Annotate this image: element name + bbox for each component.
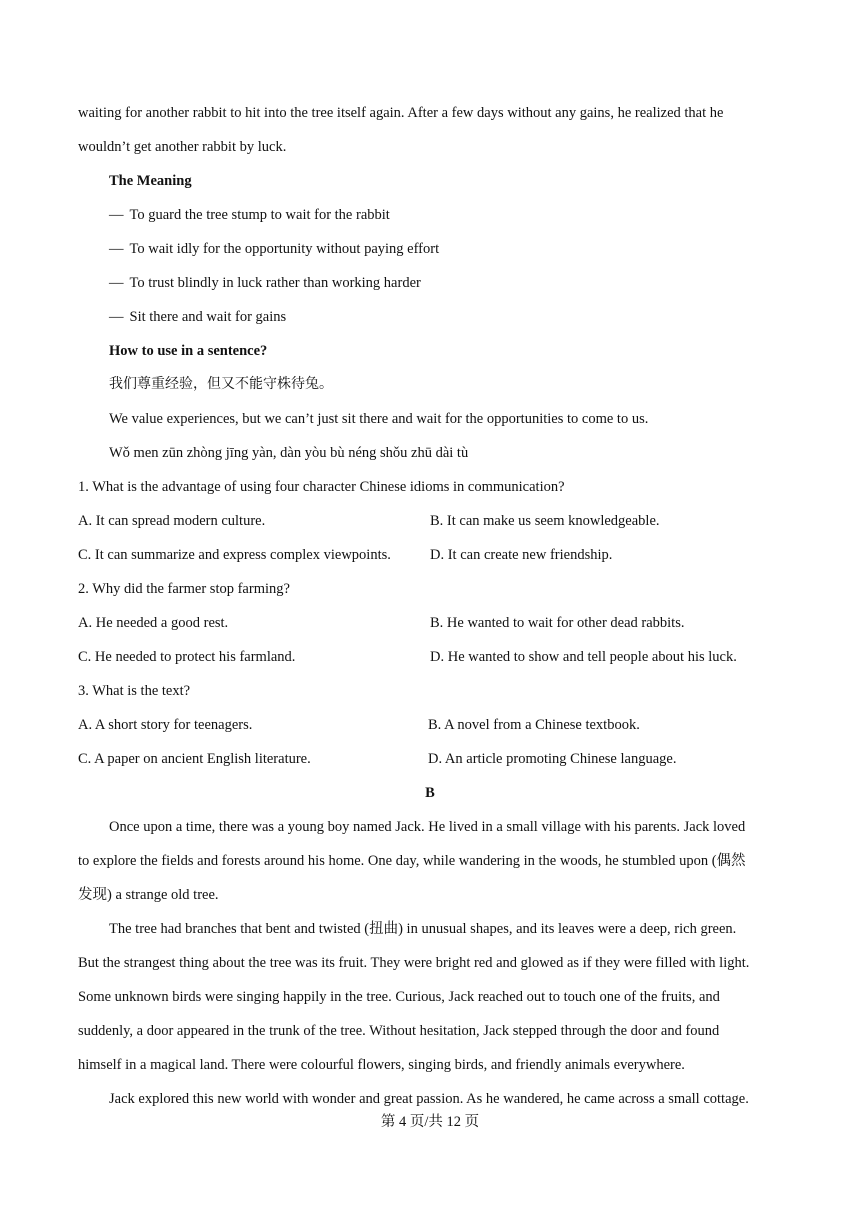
page-footer: 第 4 页/共 12 页 (380, 1114, 480, 1130)
option-c: C. A paper on ancient English literature. (78, 751, 311, 767)
passage-b-line: The tree had branches that bent and twisted (扭曲) in unusual shapes, and its leaves were a deep, rich green. (109, 921, 737, 937)
passage-b-line: Once upon a time, there was a young boy named Jack. He lived in a small village with his parents. Jack loved (109, 819, 746, 835)
question-stem: 2. Why did the farmer stop farming? (78, 581, 290, 597)
meaning-item-text: To guard the tree stump to wait for the rabbit (129, 207, 390, 223)
dash: — (109, 309, 124, 325)
passage-b-line: Jack explored this new world with wonder and great passion. As he wandered, he came across a small cottage. (109, 1091, 749, 1107)
usage-heading: How to use in a sentence? (109, 343, 268, 359)
usage-english: We value experiences, but we can’t just sit there and wait for the opportunities to come to us. (109, 411, 649, 427)
passage-a-line: waiting for another rabbit to hit into the tree itself again. After a few days without any gains, he realized that he (78, 105, 724, 121)
passage-a-line: wouldn’t get another rabbit by luck. (78, 139, 287, 155)
passage-b-line: 发现) a strange old tree. (78, 887, 219, 903)
option-d: D. He wanted to show and tell people about his luck. (430, 649, 737, 665)
passage-b-line: to explore the fields and forests around his home. One day, while wandering in the woods, he stumbled upon (偶然 (78, 853, 746, 869)
meaning-heading: The Meaning (109, 173, 192, 189)
dash: — (109, 241, 124, 257)
meaning-item (109, 240, 439, 258)
dash: — (109, 207, 124, 223)
passage-b-line: himself in a magical land. There were colourful flowers, singing birds, and friendly animals everywhere. (78, 1057, 685, 1073)
option-a: A. A short story for teenagers. (78, 717, 253, 733)
usage-pinyin: Wǒ men zūn zhòng jīng yàn, dàn yòu bù néng shǒu zhū dài tù (109, 445, 469, 461)
option-b: B. It can make us seem knowledgeable. (430, 513, 660, 529)
option-a: A. It can spread modern culture. (78, 513, 266, 529)
meaning-item-text: To wait idly for the opportunity without paying effort (129, 241, 440, 257)
section-label: B (425, 785, 435, 801)
usage-chinese: 我们尊重经验，但又不能守株待兔。 (109, 376, 333, 392)
meaning-item-text: To trust blindly in luck rather than working harder (129, 275, 421, 291)
meaning-item (109, 308, 286, 326)
option-d: D. An article promoting Chinese language. (428, 751, 677, 767)
option-b: B. A novel from a Chinese textbook. (428, 717, 640, 733)
option-b: B. He wanted to wait for other dead rabbits. (430, 615, 685, 631)
meaning-item (109, 206, 390, 224)
passage-b-line: But the strangest thing about the tree was its fruit. They were bright red and glowed as if they were filled with light. (78, 955, 750, 971)
question-stem: 3. What is the text? (78, 683, 191, 699)
passage-b-line: suddenly, a door appeared in the trunk of the tree. Without hesitation, Jack stepped through the door and found (78, 1023, 720, 1039)
meaning-item (109, 274, 421, 292)
option-c: C. He needed to protect his farmland. (78, 649, 296, 665)
dash: — (109, 275, 124, 291)
option-c: C. It can summarize and express complex viewpoints. (78, 547, 391, 563)
option-d: D. It can create new friendship. (430, 547, 613, 563)
meaning-item-text: Sit there and wait for gains (129, 309, 287, 325)
passage-b-line: Some unknown birds were singing happily in the tree. Curious, Jack reached out to touch one of the fruits, and (78, 989, 720, 1005)
question-stem: 1. What is the advantage of using four character Chinese idioms in communication? (78, 479, 565, 495)
option-a: A. He needed a good rest. (78, 615, 229, 631)
